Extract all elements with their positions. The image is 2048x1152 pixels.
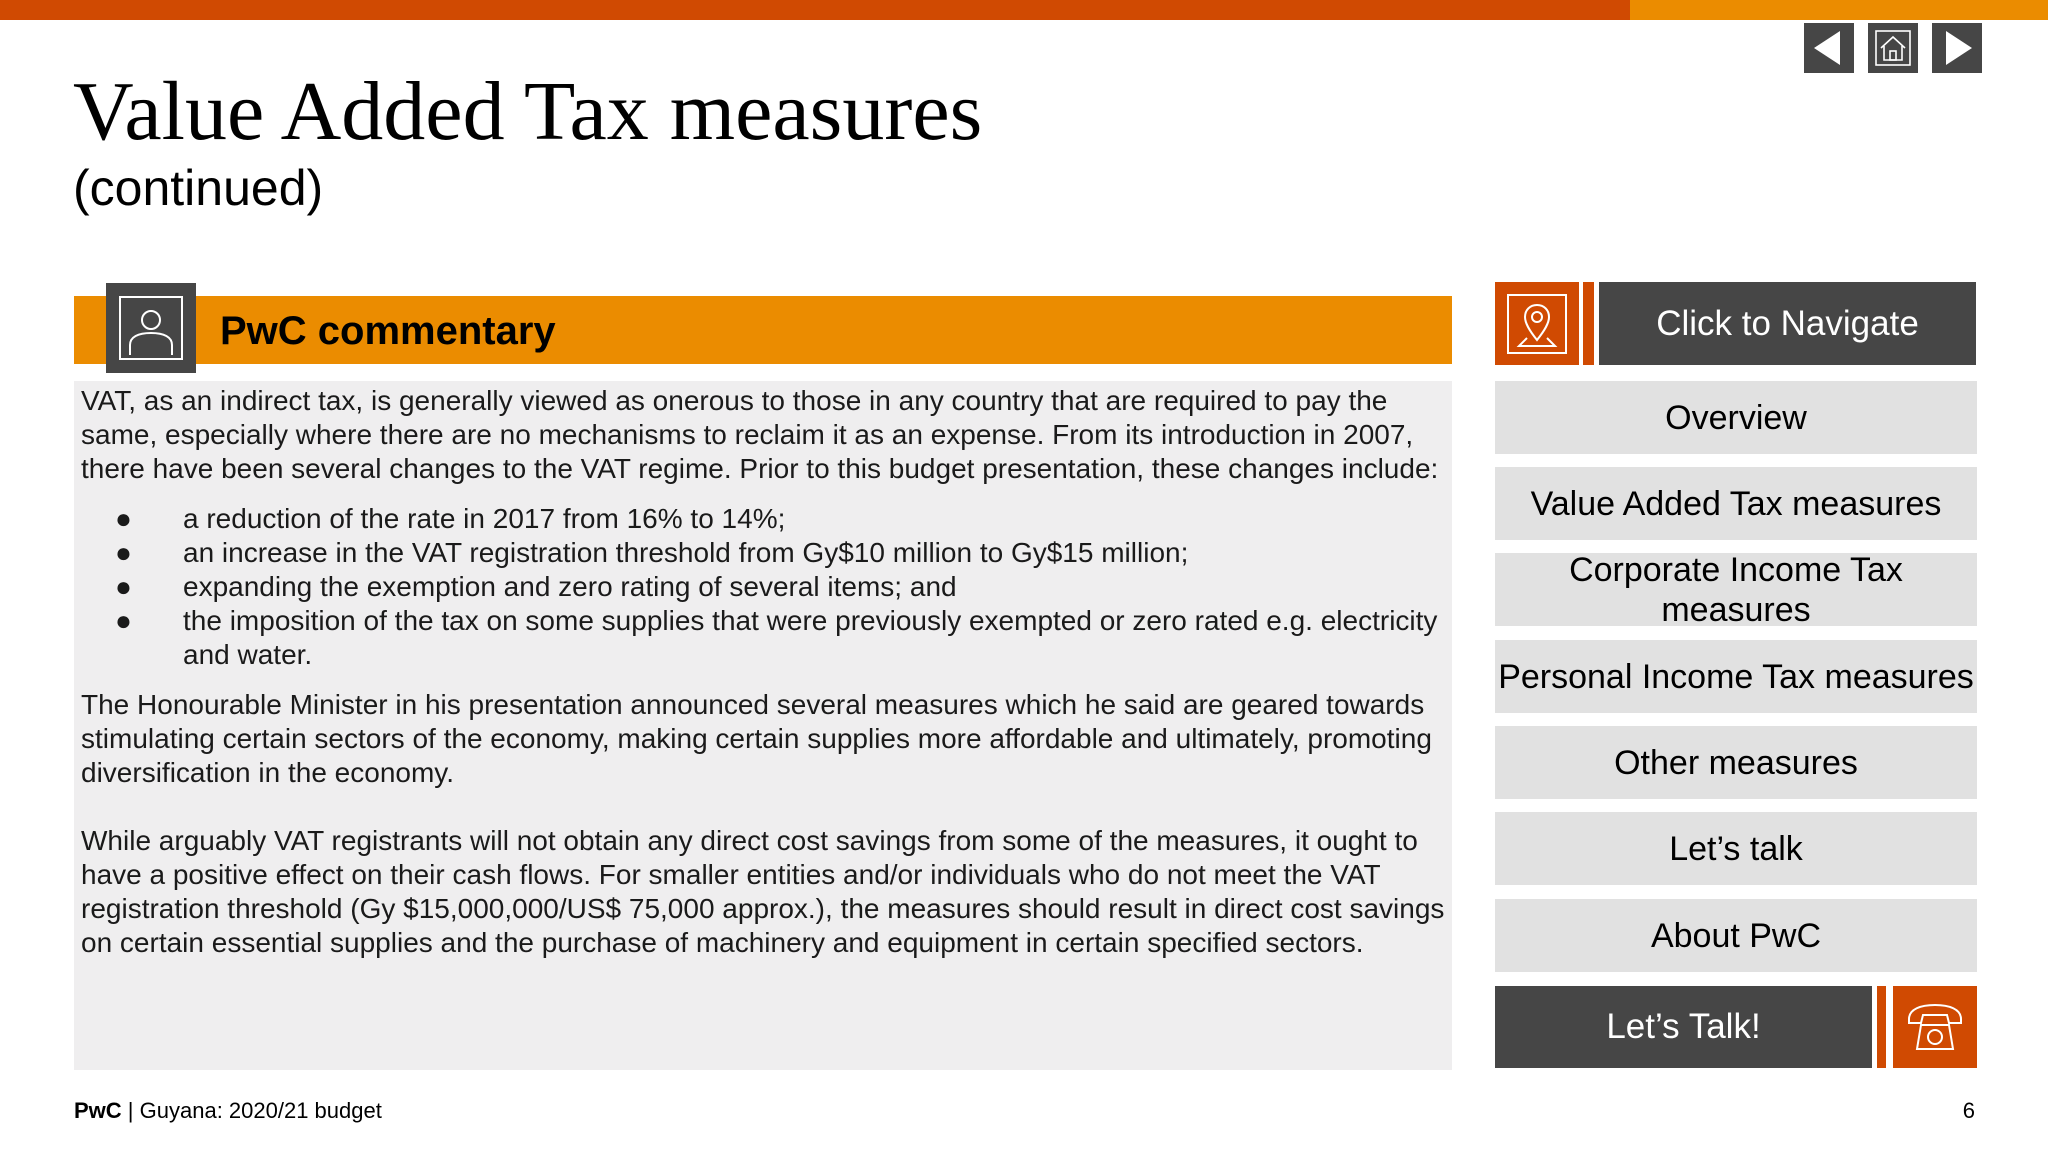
commentary-body — [81, 384, 1451, 960]
page-number: 6 — [1962, 1098, 1975, 1123]
nav-item-personal-income-tax[interactable]: Personal Income Tax measures — [1495, 640, 1977, 713]
commentary-icon-box — [106, 283, 196, 373]
bullet-item — [81, 604, 1451, 672]
bullet-text: the imposition of the tax on some supplies that were previously exempted or zero rated e.g. electricity and water. — [183, 605, 1438, 670]
commentary-title: PwC commentary — [220, 309, 556, 353]
footer-separator: | — [121, 1098, 140, 1123]
commentary-paragraph: The Honourable Minister in his presentation announced several measures which he said are geared towards stimulating certain sectors of the economy, making certain supplies more affordable and ultimately, promoting diversification in the economy. — [81, 689, 1432, 788]
page-title: Value Added Tax measures — [73, 65, 983, 158]
nav-item-lets-talk[interactable]: Let’s talk — [1495, 812, 1977, 885]
nav-item-other-measures[interactable]: Other measures — [1495, 726, 1977, 799]
navigate-accent-stripe — [1583, 282, 1594, 365]
map-pin-icon — [1505, 292, 1569, 356]
commentary-bullet-list — [81, 502, 1451, 672]
person-icon — [116, 293, 186, 363]
page-subtitle: (continued) — [73, 160, 324, 216]
bullet-text: expanding the exemption and zero rating of several items; and — [183, 571, 957, 602]
bullet-dot: ● — [115, 571, 132, 602]
bullet-dot: ● — [115, 537, 132, 568]
home-button[interactable] — [1868, 23, 1918, 73]
bullet-item — [81, 502, 1451, 536]
bullet-item — [81, 570, 1451, 604]
next-slide-button[interactable] — [1932, 23, 1982, 73]
bullet-dot: ● — [115, 503, 132, 534]
previous-slide-button[interactable] — [1804, 23, 1854, 73]
lets-talk-icon-box[interactable] — [1893, 986, 1977, 1068]
bullet-text: an increase in the VAT registration threshold from Gy$10 million to Gy$15 million; — [183, 537, 1189, 568]
bullet-dot: ● — [115, 605, 132, 636]
navigate-icon-box — [1495, 282, 1579, 365]
lets-talk-accent-stripe — [1877, 986, 1886, 1068]
commentary-paragraph: VAT, as an indirect tax, is generally viewed as onerous to those in any country that are required to pay the same, especially where there are no mechanisms to reclaim it as an expense. From its introduction in 2007, there have been several changes to the VAT regime. Prior to this budget presentation, these changes include: — [81, 385, 1439, 484]
footer-brand: PwC — [74, 1098, 122, 1123]
top-accent-bar-light — [1630, 0, 2048, 20]
home-icon — [1868, 23, 1918, 73]
commentary-paragraph: While arguably VAT registrants will not obtain any direct cost savings from some of the measures, it ought to have a positive effect on their cash flows. For smaller entities and/or individuals who do not meet the VAT registration threshold (Gy $15,000,000/US$ 75,000 approx.), the measures should result in direct cost savings on certain essential supplies and the purchase of machinery and equipment in certain specified sectors. — [81, 825, 1445, 958]
telephone-icon — [1903, 995, 1967, 1059]
footer-text: Guyana: 2020/21 budget — [139, 1098, 382, 1123]
nav-item-vat-measures[interactable]: Value Added Tax measures — [1495, 467, 1977, 540]
nav-item-about-pwc[interactable]: About PwC — [1495, 899, 1977, 972]
nav-item-corporate-income-tax[interactable]: Corporate Income Tax measures — [1495, 553, 1977, 626]
nav-item-overview[interactable]: Overview — [1495, 381, 1977, 454]
footer — [74, 1097, 382, 1125]
lets-talk-button[interactable]: Let’s Talk! — [1495, 986, 1872, 1068]
bullet-text: a reduction of the rate in 2017 from 16% to 14%; — [183, 503, 786, 534]
triangle-right-icon — [1932, 23, 1982, 73]
triangle-left-icon — [1804, 23, 1854, 73]
bullet-item — [81, 536, 1451, 570]
navigate-header: Click to Navigate — [1599, 282, 1976, 365]
slide-nav-controls — [1804, 23, 1982, 73]
top-accent-bar-dark — [0, 0, 1630, 20]
